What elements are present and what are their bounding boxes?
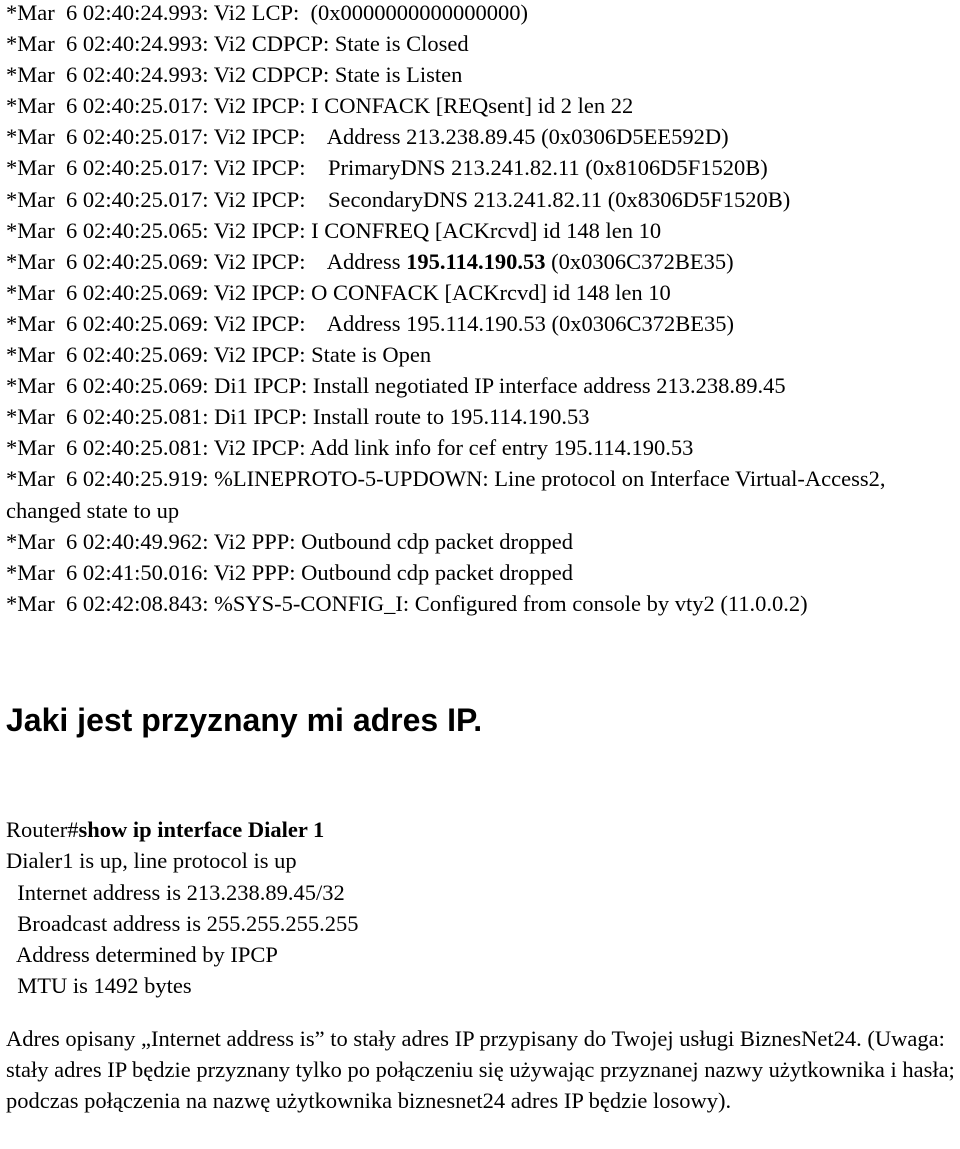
log-line: *Mar 6 02:40:24.993: Vi2 CDPCP: State is Closed (6, 31, 469, 57)
log-line: *Mar 6 02:42:08.843: %SYS-5-CONFIG_I: Configured from console by vty2 (11.0.0.2) (6, 590, 808, 616)
command-prompt: Router# (6, 817, 79, 842)
log-line: *Mar 6 02:40:24.993: Vi2 CDPCP: State is Listen (6, 62, 463, 88)
log-line-suffix: (0x0306C372BE35) (545, 248, 734, 274)
log-line: *Mar 6 02:40:25.017: Vi2 IPCP: PrimaryDNS 213.241.82.11 (0x8106D5F1520B) (6, 155, 768, 181)
log-line: *Mar 6 02:40:25.069: Vi2 IPCP: State is Open (6, 342, 432, 368)
log-line-lineproto: *Mar 6 02:40:25.919: %LINEPROTO-5-UPDOWN: Line protocol on Interface Virtual-Access2, changed state to up (6, 466, 892, 523)
log-line: *Mar 6 02:41:50.016: Vi2 PPP: Outbound cdp packet dropped (6, 559, 573, 585)
log-line-assigned-address (6, 246, 956, 277)
log-line: *Mar 6 02:40:25.069: Vi2 IPCP: Address 195.114.190.53 (0x0306C372BE35) (6, 310, 735, 336)
section-heading: Jaki jest przyznany mi adres IP. (6, 702, 483, 738)
log-line: *Mar 6 02:40:25.081: Vi2 IPCP: Add link info for cef entry 195.114.190.53 (6, 435, 694, 461)
command-block (6, 814, 358, 1002)
command-output-line: Internet address is 213.238.89.45/32 (6, 879, 345, 905)
log-line: *Mar 6 02:40:25.065: Vi2 IPCP: I CONFREQ [ACKrcvd] id 148 len 10 (6, 217, 662, 243)
log-line: *Mar 6 02:40:24.993: Vi2 LCP: (0x0000000000000000) (6, 0, 528, 25)
assigned-ip-address: 195.114.190.53 (406, 248, 546, 274)
command-output-line: Dialer1 is up, line protocol is up (6, 848, 297, 874)
log-line-prefix: *Mar 6 02:40:25.069: Vi2 IPCP: Address (6, 248, 407, 274)
debug-log (6, 0, 956, 619)
log-line: *Mar 6 02:40:25.069: Di1 IPCP: Install negotiated IP interface address 213.238.89.45 (6, 373, 786, 399)
log-line: *Mar 6 02:40:25.081: Di1 IPCP: Install route to 195.114.190.53 (6, 404, 590, 430)
log-line: *Mar 6 02:40:25.017: Vi2 IPCP: I CONFACK [REQsent] id 2 len 22 (6, 93, 634, 119)
command-output-line: Address determined by IPCP (6, 942, 278, 968)
explanation-paragraph: Adres opisany „Internet address is” to stały adres IP przypisany do Twojej usługi BiznesNet24. (Uwaga: stały adres IP będzie przyznany tylko po połączeniu się używając przyznanej nazwy użytkownika i hasła; podczas połączenia na nazwę użytkownika biznesnet24 adres IP będzie losowy). (6, 1026, 955, 1114)
command-output-line: MTU is 1492 bytes (6, 973, 192, 999)
command-output-line: Broadcast address is 255.255.255.255 (6, 910, 359, 936)
log-line: *Mar 6 02:40:25.017: Vi2 IPCP: Address 213.238.89.45 (0x0306D5EE592D) (6, 124, 729, 150)
log-line: *Mar 6 02:40:25.017: Vi2 IPCP: SecondaryDNS 213.241.82.11 (0x8306D5F1520B) (6, 186, 791, 212)
log-line: *Mar 6 02:40:25.069: Vi2 IPCP: O CONFACK [ACKrcvd] id 148 len 10 (6, 279, 671, 305)
log-line: *Mar 6 02:40:49.962: Vi2 PPP: Outbound cdp packet dropped (6, 528, 573, 554)
command-line (6, 814, 358, 845)
command-text: show ip interface Dialer 1 (78, 817, 325, 842)
